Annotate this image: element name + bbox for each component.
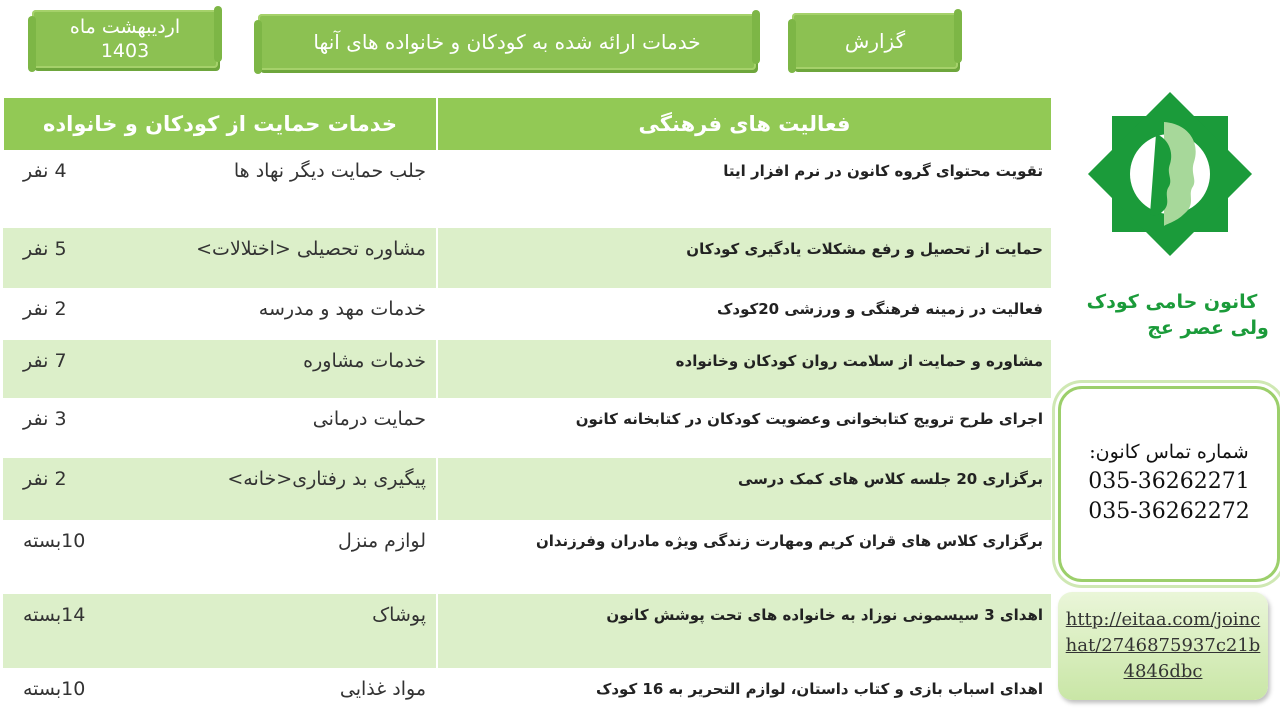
service-count: 10بسته (23, 678, 86, 700)
service-count: 14بسته (23, 604, 86, 626)
service-count: 5 نفر (23, 238, 67, 260)
service-name: مواد غذایی (339, 678, 426, 700)
service-cell (3, 398, 437, 458)
service-cell (3, 520, 437, 594)
service-cell (3, 228, 437, 288)
contact-box (1058, 386, 1280, 582)
service-name: پیگیری بد رفتاری<خانه> (227, 468, 426, 490)
service-cell (3, 458, 437, 520)
logo-text-line1: کانون حامی کودک (1086, 291, 1258, 313)
table-row (3, 150, 1051, 228)
contact-label: شماره تماس کانون: (1089, 441, 1249, 463)
activity-cell: اهدای 3 سیسمونی نوزاد به خانواده های تحت پوشش کانون (437, 594, 1051, 668)
channel-link-box[interactable] (1058, 592, 1268, 700)
table-row (3, 228, 1051, 288)
report-label: گزارش (844, 29, 906, 53)
service-name: خدمات مهد و مدرسه (258, 298, 426, 320)
table-row (3, 668, 1051, 720)
page-title: خدمات ارائه شده به کودکان و خانواده های آنها (313, 30, 701, 54)
service-count: 4 نفر (23, 160, 67, 182)
logo-emblem-icon (1086, 86, 1269, 346)
service-cell (3, 594, 437, 668)
service-name: جلب حمایت دیگر نهاد ها (233, 160, 426, 182)
table-row (3, 288, 1051, 340)
service-count: 10بسته (23, 530, 86, 552)
service-count: 2 نفر (23, 468, 67, 490)
table-header-row (3, 98, 1051, 150)
services-table (2, 98, 1051, 720)
channel-link[interactable]: http://eitaa.com/joinchat/2746875937c21b4846dbc (1065, 609, 1261, 682)
logo-text-line2: ولی عصر عج (1147, 317, 1269, 339)
service-cell (3, 340, 437, 398)
table-row (3, 340, 1051, 398)
header-activities: فعالیت های فرهنگی (437, 98, 1051, 150)
service-cell (3, 668, 437, 720)
activity-cell: برگزاری کلاس های قران کریم ومهارت زندگی ویژه مادران وفرزندان (437, 520, 1051, 594)
table-row (3, 594, 1051, 668)
service-name: لوازم منزل (337, 530, 426, 552)
service-name: خدمات مشاوره (303, 350, 426, 372)
service-name: مشاوره تحصیلی <اختلالات> (196, 238, 426, 260)
activity-cell: حمایت از تحصیل و رفع مشکلات یادگیری کودکان (437, 228, 1051, 288)
report-banner (792, 13, 958, 69)
phone-number-2: 035-36262272 (1088, 499, 1250, 524)
activity-cell: اهدای اسباب بازی و کتاب داستان، لوازم التحریر به 16 کودک (437, 668, 1051, 720)
service-count: 2 نفر (23, 298, 67, 320)
service-count: 7 نفر (23, 350, 67, 372)
activity-cell: اجرای طرح ترویج کتابخوانی وعضویت کودکان در کتابخانه کانون (437, 398, 1051, 458)
table-row (3, 398, 1051, 458)
table-row (3, 458, 1051, 520)
table-row (3, 520, 1051, 594)
title-banner (258, 14, 756, 70)
activity-cell: فعالیت در زمینه فرهنگی و ورزشی 20کودک (437, 288, 1051, 340)
service-name: پوشاک (372, 604, 426, 626)
organization-logo (1086, 86, 1269, 346)
activity-cell: برگزاری 20 جلسه کلاس های کمک درسی (437, 458, 1051, 520)
service-count: 3 نفر (23, 408, 67, 430)
phone-number-1: 035-36262271 (1088, 469, 1250, 494)
header-services: خدمات حمایت از کودکان و خانواده (3, 98, 437, 150)
service-cell (3, 288, 437, 340)
date-banner (32, 10, 218, 68)
service-name: حمایت درمانی (312, 408, 426, 430)
service-cell (3, 150, 437, 228)
activity-cell: تقویت محتوای گروه کانون در نرم افزار ایتا (437, 150, 1051, 228)
date-text: اردیبهشت ماه 1403 (69, 16, 181, 62)
activity-cell: مشاوره و حمایت از سلامت روان کودکان وخانواده (437, 340, 1051, 398)
